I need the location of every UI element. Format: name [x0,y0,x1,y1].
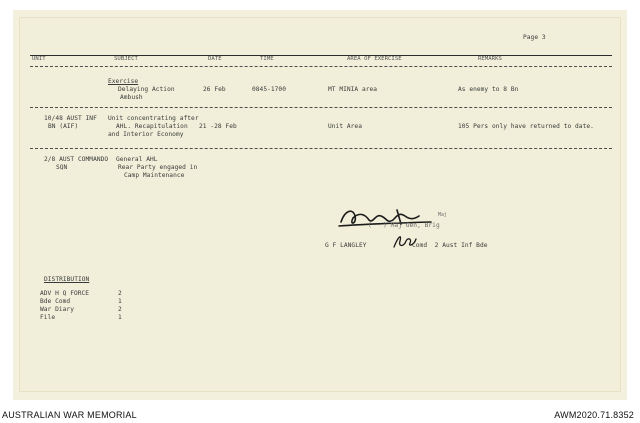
distribution-count: 2 [118,306,122,313]
distribution-count: 2 [118,290,122,297]
date-cell: 21 -28 Feb [199,123,237,130]
col-header-subject: SUBJECT [114,56,138,62]
document-page [19,17,621,392]
unit-line: SQN [56,164,68,171]
col-header-remarks: REMARKS [478,56,502,62]
subject-line: General AHL [116,156,158,163]
subject-line: Rear Party engaged in [118,164,198,171]
unit-line: 2/8 AUST COMMANDO [44,156,109,163]
col-header-area: AREA OF EXERCISE [347,56,402,62]
distribution-item: File [40,314,56,321]
col-header-date: DATE [208,56,222,62]
subject-line: AHL. Recapitulation [116,123,188,130]
col-header-time: TIME [260,56,274,62]
subject-line: Camp Maintenance [124,172,185,179]
date-cell: 26 Feb [203,86,226,93]
time-cell: 0845-1700 [252,86,286,93]
unit-line: 10/48 AUST INF [44,115,97,122]
row-divider [30,107,612,108]
distribution-item: War Diary [40,306,74,313]
distribution-heading: DISTRIBUTION [44,276,90,283]
rank-annotation: Maj [438,213,447,218]
distribution-count: 1 [118,298,122,305]
subject-line: and Interior Economy [108,131,184,138]
subject-line: Delaying Action [118,86,175,93]
signatory-title: Comd 2 Aust Inf Bde [412,242,488,249]
distribution-item: ADV H Q FORCE [40,290,90,297]
signatory-name: G F LANGLEY [325,242,367,249]
col-header-unit: UNIT [32,56,46,62]
footer-accession-number: AWM2020.71.8352 [554,410,634,420]
area-cell: MT MINIA area [328,86,378,93]
rank-line: ( ) Maj Gen, Brig [368,222,440,229]
area-cell: Unit Area [328,123,362,130]
subject-line: Unit concentrating after [108,115,199,122]
subject-line: Ambush [120,94,143,101]
subject-title: Exercise [108,78,139,85]
unit-line: BN (AIF) [48,123,79,130]
remarks-cell: 105 Pers only have returned to date. [458,123,594,130]
remarks-cell: As enemy to 8 Bn [458,86,519,93]
distribution-count: 1 [118,314,122,321]
page-number: Page 3 [523,34,546,41]
row-divider [30,148,612,149]
distribution-item: Bde Comd [40,298,71,305]
header-bottom-rule [30,66,612,67]
footer-collection: AUSTRALIAN WAR MEMORIAL [2,410,137,420]
